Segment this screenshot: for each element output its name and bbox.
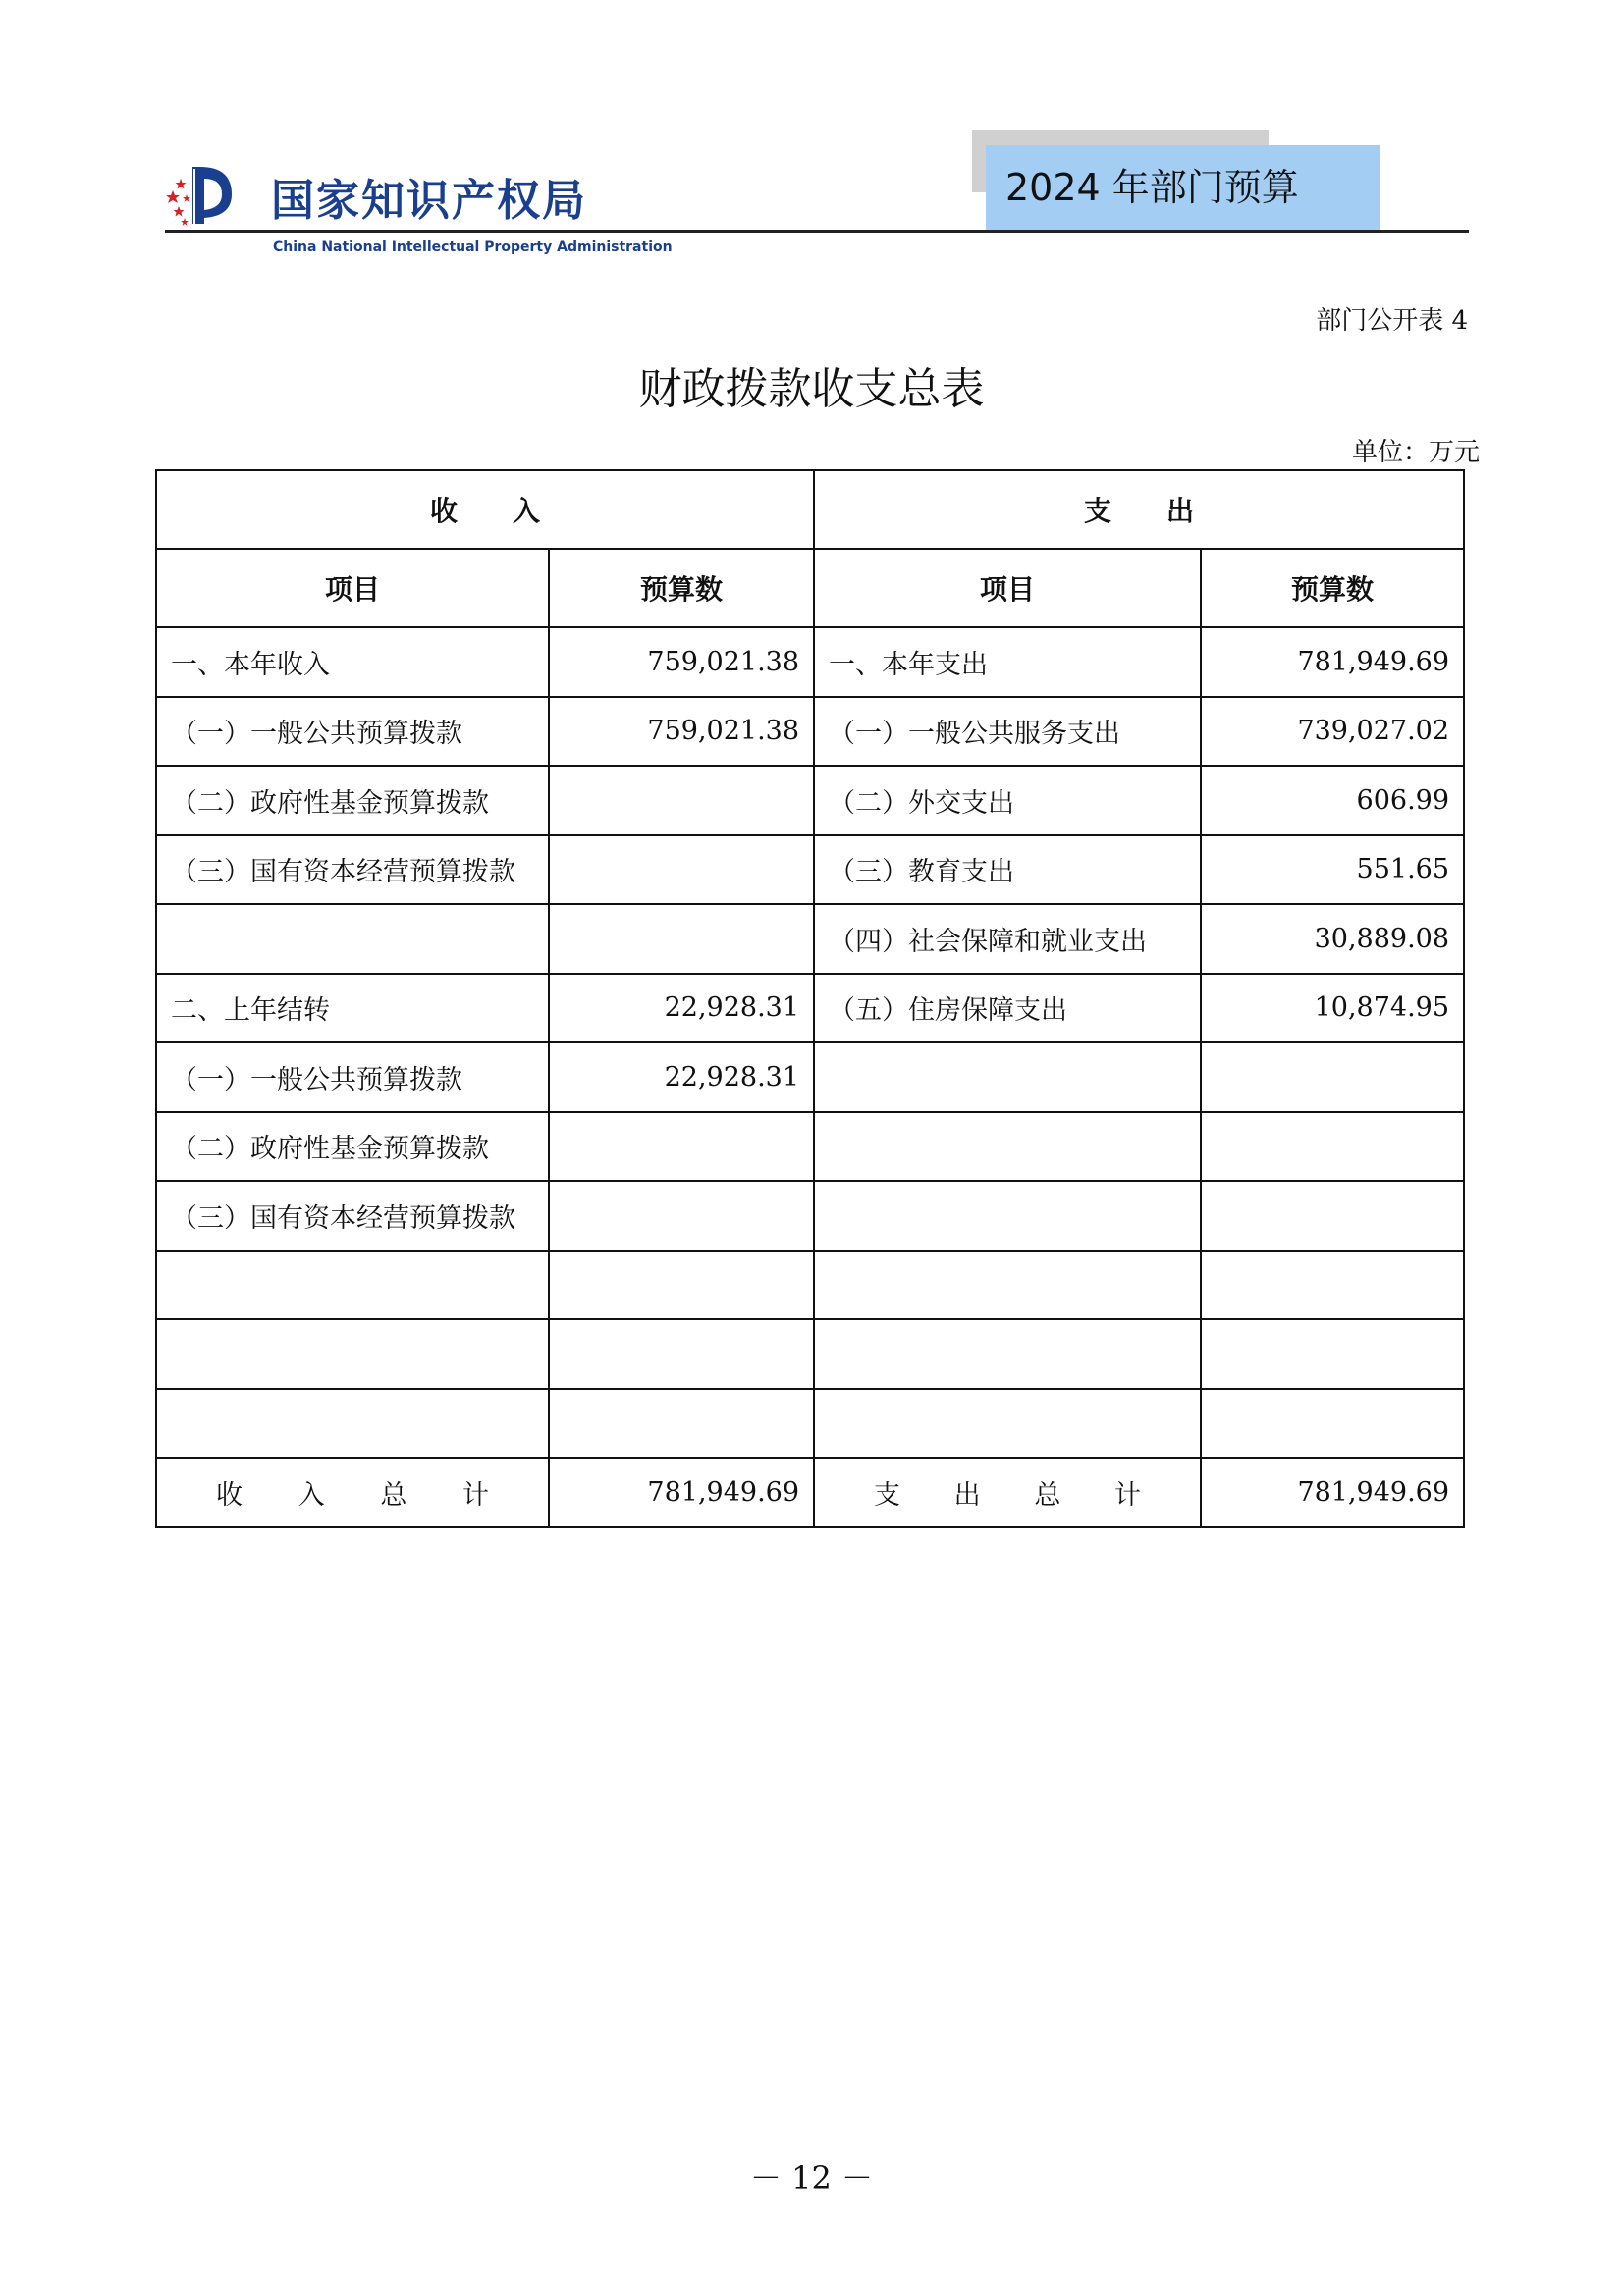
expense-value bbox=[1201, 1251, 1464, 1320]
expense-total-value: 781,949.69 bbox=[1201, 1458, 1464, 1527]
agency-name-en: China National Intellectual Property Administration bbox=[273, 240, 673, 255]
table-row bbox=[156, 1319, 1464, 1389]
income-item bbox=[156, 1319, 549, 1389]
table-row bbox=[156, 835, 1464, 905]
table-column-header bbox=[156, 549, 1464, 627]
agency-logo bbox=[165, 153, 673, 255]
page-number: － 12 － bbox=[749, 2160, 874, 2197]
income-value: 22,928.31 bbox=[549, 1042, 814, 1112]
header-divider bbox=[165, 230, 1469, 233]
income-item: （三）国有资本经营预算拨款 bbox=[156, 1181, 549, 1251]
income-value bbox=[549, 766, 814, 835]
expense-item bbox=[814, 1319, 1201, 1389]
expense-value: 30,889.08 bbox=[1201, 904, 1464, 974]
table-row bbox=[156, 1251, 1464, 1320]
expense-value bbox=[1201, 1319, 1464, 1389]
table-row bbox=[156, 627, 1464, 697]
income-item: （一）一般公共预算拨款 bbox=[156, 697, 549, 767]
expense-item: （四）社会保障和就业支出 bbox=[814, 904, 1201, 974]
income-value bbox=[549, 835, 814, 905]
expense-total-label: 支出总计 bbox=[814, 1458, 1201, 1527]
expense-item: （五）住房保障支出 bbox=[814, 974, 1201, 1043]
income-value bbox=[549, 1112, 814, 1182]
income-item: （二）政府性基金预算拨款 bbox=[156, 766, 549, 835]
expense-value: 739,027.02 bbox=[1201, 697, 1464, 767]
income-item: 二、上年结转 bbox=[156, 974, 549, 1043]
table-row bbox=[156, 1042, 1464, 1112]
expense-value bbox=[1201, 1042, 1464, 1112]
expense-value: 551.65 bbox=[1201, 835, 1464, 905]
expense-value: 606.99 bbox=[1201, 766, 1464, 835]
income-value bbox=[549, 1181, 814, 1251]
expense-value bbox=[1201, 1389, 1464, 1459]
income-item bbox=[156, 904, 549, 974]
unit-label: 单位：万元 bbox=[1351, 438, 1480, 467]
table-row bbox=[156, 974, 1464, 1043]
income-value: 22,928.31 bbox=[549, 974, 814, 1043]
income-item: （一）一般公共预算拨款 bbox=[156, 1042, 549, 1112]
income-value bbox=[549, 1251, 814, 1320]
expense-value: 781,949.69 bbox=[1201, 627, 1464, 697]
income-value: 759,021.38 bbox=[549, 627, 814, 697]
expense-item bbox=[814, 1042, 1201, 1112]
expense-budget-header: 预算数 bbox=[1201, 549, 1464, 627]
expense-value bbox=[1201, 1112, 1464, 1182]
income-total-value: 781,949.69 bbox=[549, 1458, 814, 1527]
table-group-header bbox=[156, 470, 1464, 549]
income-value: 759,021.38 bbox=[549, 697, 814, 767]
income-item bbox=[156, 1251, 549, 1320]
page-title: 财政拨款收支总表 bbox=[638, 364, 985, 414]
expense-value: 10,874.95 bbox=[1201, 974, 1464, 1043]
table-row bbox=[156, 766, 1464, 835]
table-row bbox=[156, 697, 1464, 767]
table-row bbox=[156, 1112, 1464, 1182]
income-header: 收 入 bbox=[156, 470, 814, 549]
income-item-header: 项目 bbox=[156, 549, 549, 627]
table-total-row bbox=[156, 1458, 1464, 1527]
page-header bbox=[165, 126, 1469, 255]
expense-item: （二）外交支出 bbox=[814, 766, 1201, 835]
income-value bbox=[549, 1319, 814, 1389]
expense-header: 支 出 bbox=[814, 470, 1464, 549]
expense-item: 一、本年支出 bbox=[814, 627, 1201, 697]
expense-item bbox=[814, 1181, 1201, 1251]
expense-item bbox=[814, 1389, 1201, 1459]
form-number: 部门公开表 4 bbox=[1316, 306, 1468, 336]
income-item: （三）国有资本经营预算拨款 bbox=[156, 835, 549, 905]
expense-item: （一）一般公共服务支出 bbox=[814, 697, 1201, 767]
budget-year-badge: 2024 年部门预算 bbox=[986, 145, 1380, 230]
income-total-label: 收入总计 bbox=[156, 1458, 549, 1527]
expense-item-header: 项目 bbox=[814, 549, 1201, 627]
table-row bbox=[156, 1389, 1464, 1459]
expense-item bbox=[814, 1112, 1201, 1182]
agency-name-cn: 国家知识产权局 bbox=[271, 176, 587, 226]
income-budget-header: 预算数 bbox=[549, 549, 814, 627]
budget-table bbox=[155, 469, 1465, 1528]
expense-value bbox=[1201, 1181, 1464, 1251]
expense-item bbox=[814, 1251, 1201, 1320]
table-row bbox=[156, 1181, 1464, 1251]
agency-emblem-icon bbox=[165, 161, 234, 230]
income-value bbox=[549, 904, 814, 974]
income-value bbox=[549, 1389, 814, 1459]
income-item: 一、本年收入 bbox=[156, 627, 549, 697]
table-row bbox=[156, 904, 1464, 974]
income-item bbox=[156, 1389, 549, 1459]
expense-item: （三）教育支出 bbox=[814, 835, 1201, 905]
income-item: （二）政府性基金预算拨款 bbox=[156, 1112, 549, 1182]
